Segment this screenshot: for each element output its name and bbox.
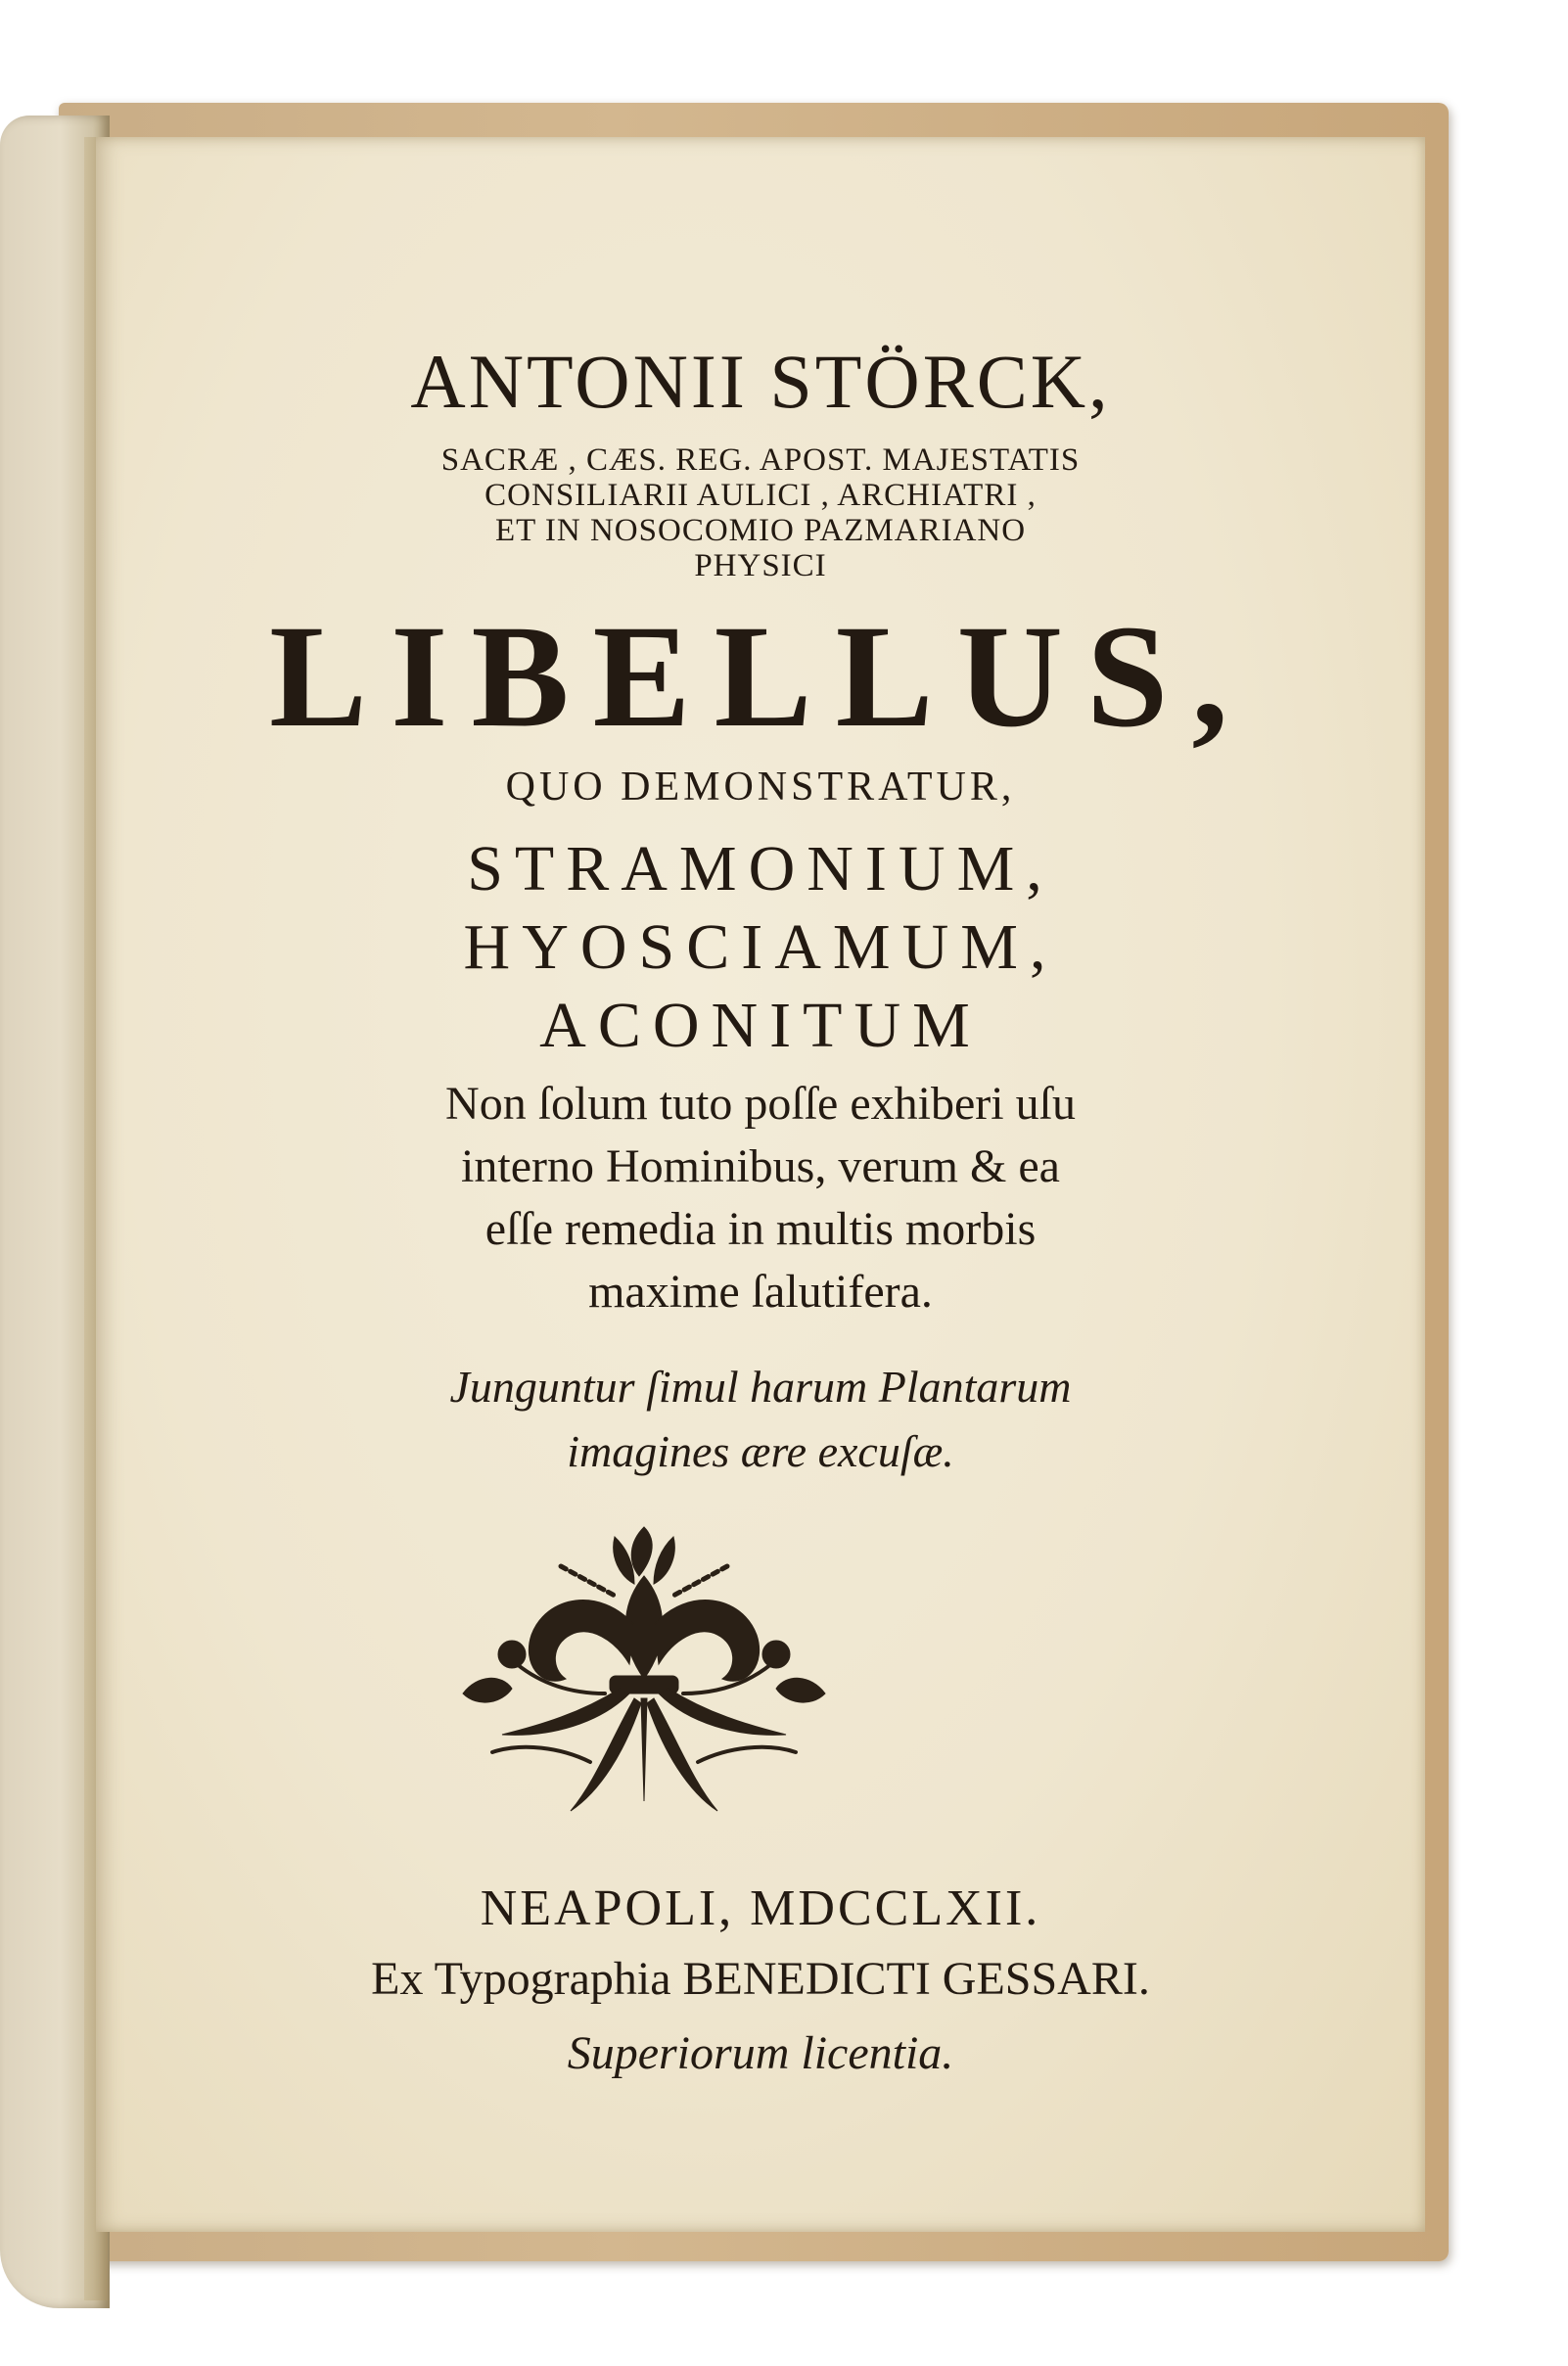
- work-title: LIBELLUS,: [269, 595, 1252, 758]
- description-line: eſſe remedia in multis morbis: [484, 1203, 1037, 1255]
- imprint-licence: Superiorum licentia.: [567, 2027, 954, 2079]
- description-line: Non ſolum tuto poſſe exhiberi uſu: [445, 1078, 1076, 1130]
- imprint-printer: Ex Typographia BENEDICTI GESSARI.: [371, 1953, 1150, 2005]
- plant-name: STRAMONIUM,: [467, 833, 1054, 905]
- plant-name: HYOSCIAMUM,: [463, 911, 1058, 983]
- author-title-line: PHYSICI: [694, 548, 827, 583]
- subtitle-intro: QUO DEMONSTRATUR,: [505, 765, 1016, 810]
- author-title-line: SACRÆ , CÆS. REG. APOST. MAJESTATIS: [440, 442, 1081, 478]
- description-line: maxime ſalutifera.: [588, 1266, 933, 1318]
- imprint-place-date: NEAPOLI, MDCCLXII.: [480, 1880, 1041, 1936]
- author-name: ANTONII STÖRCK,: [410, 339, 1111, 424]
- author-title-line: CONSILIARII AULICI , ARCHIATRI ,: [484, 478, 1037, 513]
- plates-note-line: imagines ære excuſæ.: [567, 1426, 954, 1476]
- plant-name: ACONITUM: [539, 990, 982, 1061]
- description-line: interno Hominibus, verum & ea: [461, 1140, 1060, 1192]
- plates-note-line: Junguntur ſimul harum Plantarum: [449, 1362, 1072, 1412]
- fleuron-ornament-icon: [434, 1508, 854, 1831]
- title-page: [96, 137, 1425, 2232]
- author-title-line: ET IN NOSOCOMIO PAZMARIANO: [494, 513, 1027, 548]
